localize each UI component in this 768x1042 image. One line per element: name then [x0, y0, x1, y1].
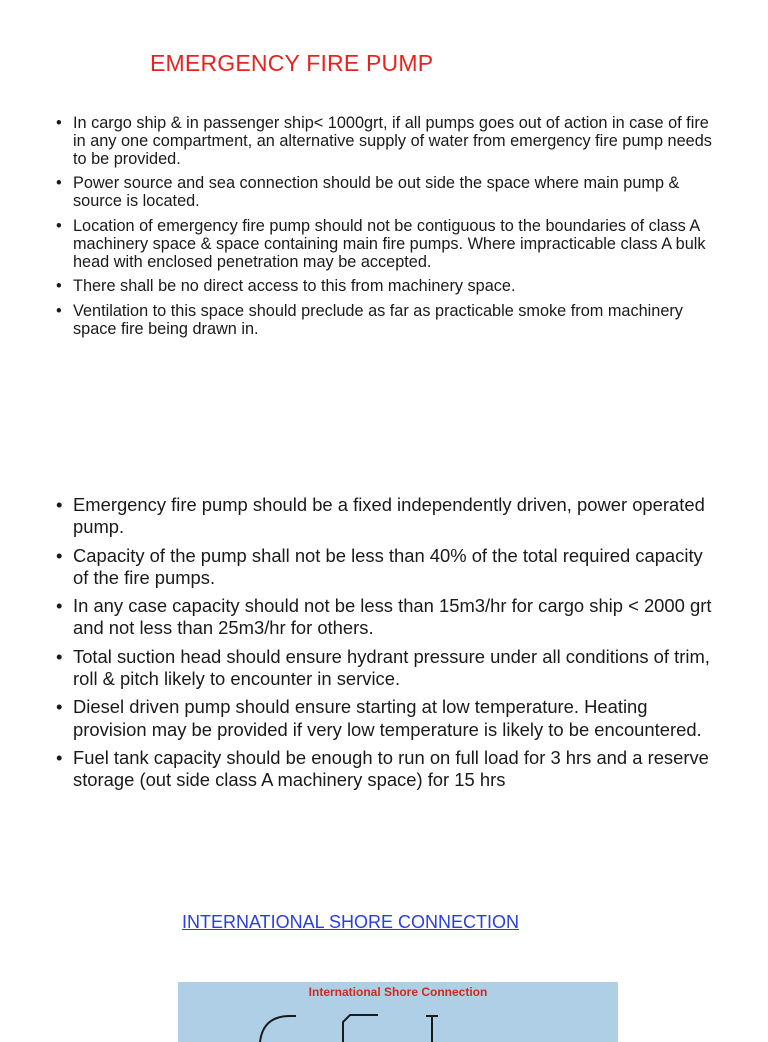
shore-connection-link[interactable]: INTERNATIONAL SHORE CONNECTION — [182, 912, 520, 932]
list-item: • In any case capacity should not be less than 15m3/hr for cargo ship < 2000 grt and not less than 25m3/hr for others. — [56, 595, 716, 640]
list-item: • Power source and sea connection should be out side the space where main pump & source is located. — [56, 175, 716, 211]
list-item: • Total suction head should ensure hydrant pressure under all conditions of trim, roll & pitch likely to encounter in service. — [56, 646, 716, 691]
figure-caption: International Shore Connection — [308, 985, 488, 999]
list-item: • There shall be no direct access to this from machinery space. — [56, 278, 716, 296]
requirements-list — [56, 115, 716, 346]
list-item: • Ventilation to this space should preclude as far as practicable smoke from machinery space fire being drawn in. — [56, 303, 716, 339]
list-item: • Emergency fire pump should be a fixed independently driven, power operated pump. — [56, 494, 716, 539]
list-item: • Capacity of the pump shall not be less than 40% of the total required capacity of the fire pumps. — [56, 545, 716, 590]
list-item: • Fuel tank capacity should be enough to run on full load for 3 hrs and a reserve storage (out side class A machinery space) for 15 hrs — [56, 747, 716, 792]
list-item: • Diesel driven pump should ensure starting at low temperature. Heating provision may be provided if very low temperature is likely to be encountered. — [56, 696, 716, 741]
list-item: • Location of emergency fire pump should not be contiguous to the boundaries of class A machinery space & space containing main fire pumps. Where impracticable class A bulk head with enclosed penetration may be accepted. — [56, 218, 716, 271]
page-title: EMERGENCY FIRE PUMP — [150, 50, 434, 76]
pump-specs-list — [56, 494, 716, 798]
shore-connection-figure — [178, 982, 618, 1042]
list-item: • In cargo ship & in passenger ship< 1000grt, if all pumps goes out of action in case of fire in any one compartment, an alternative supply of water from emergency fire pump needs to be provided. — [56, 115, 716, 168]
